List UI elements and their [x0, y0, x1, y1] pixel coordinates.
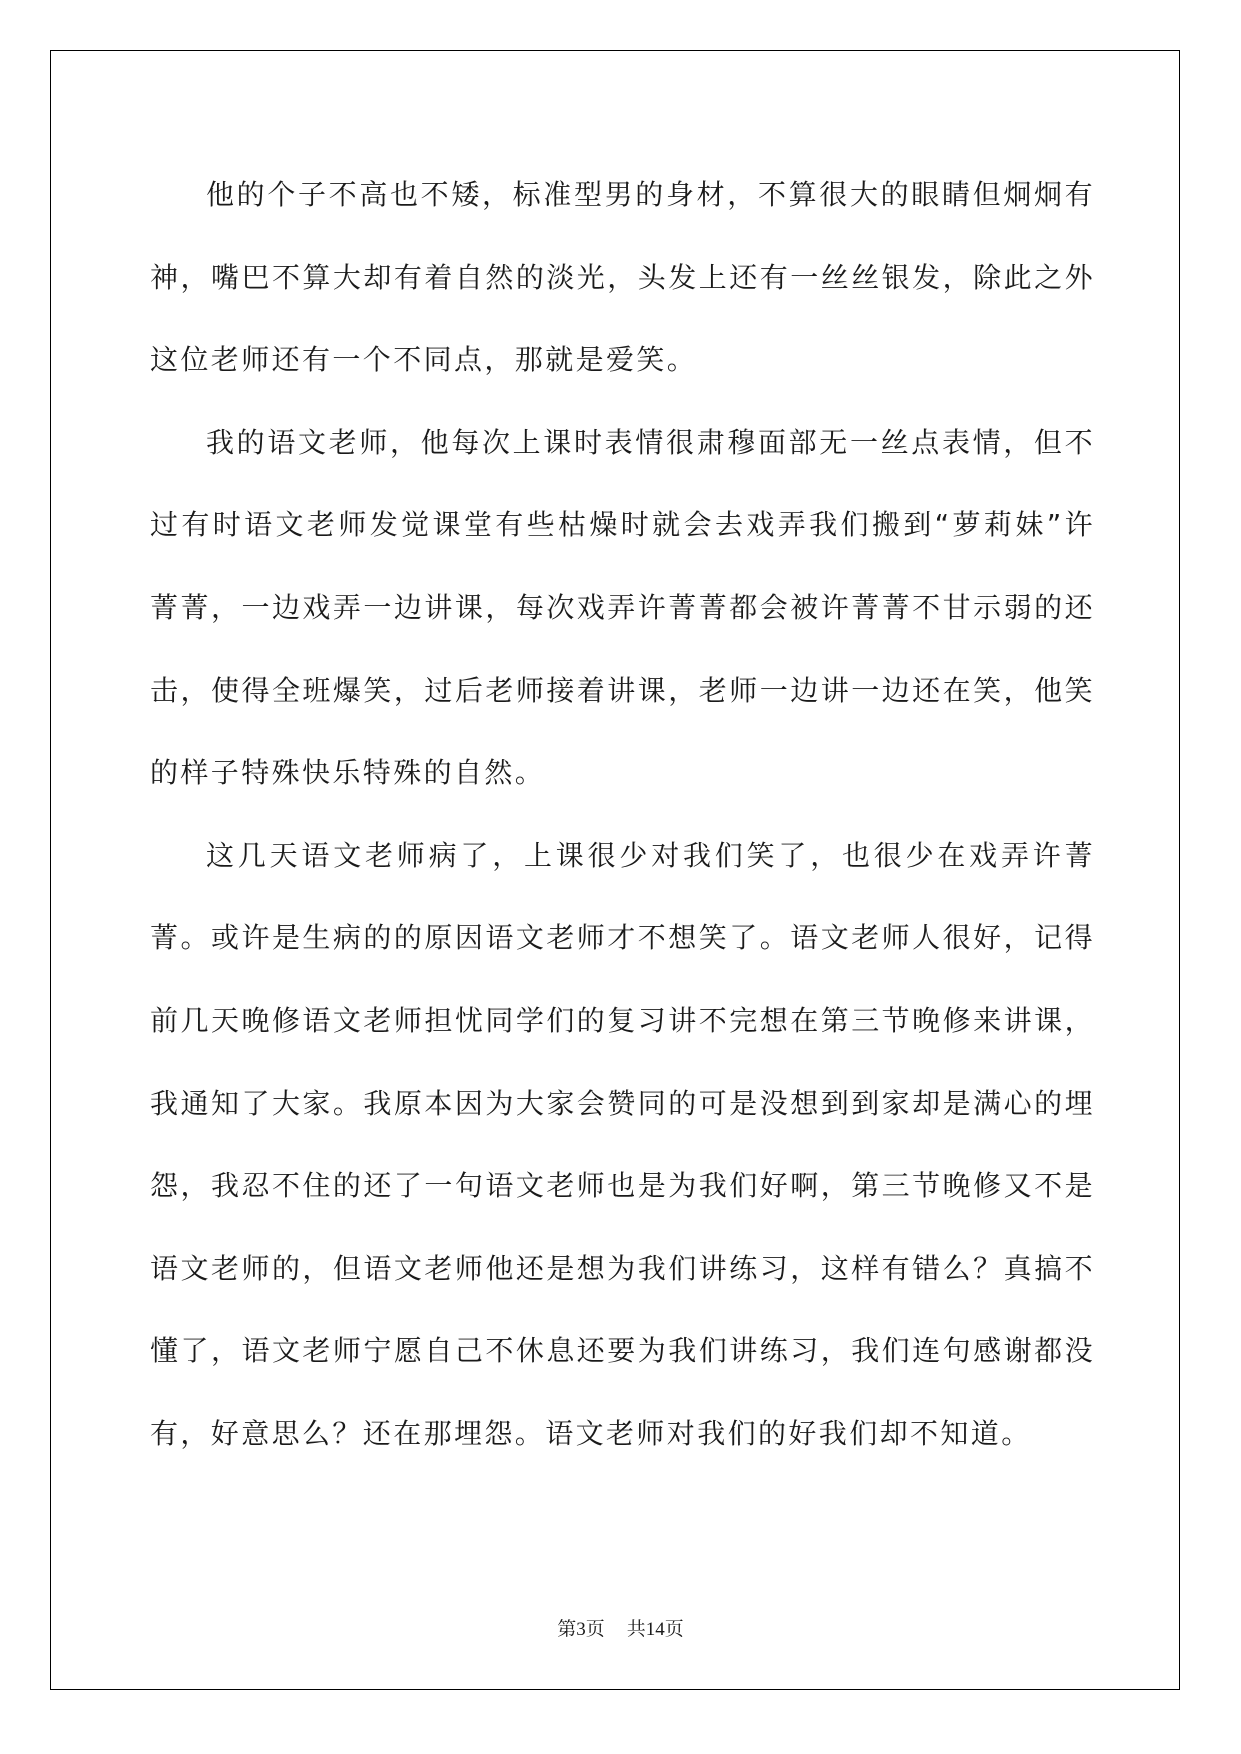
page-footer	[0, 1614, 1241, 1641]
paragraph-1: 他的个子不高也不矮，标准型男的身材，不算很大的眼睛但炯炯有神，嘴巴不算大却有着自然的淡光，头发上还有一丝丝银发，除此之外这位老师还有一个不同点，那就是爱笑。	[150, 178, 1095, 377]
paragraph-2: 我的语文老师，他每次上课时表情很肃穆面部无一丝点表情，但不过有时语文老师发觉课堂有些枯燥时就会去戏弄我们搬到“萝莉妹”许菁菁，一边戏弄一边讲课，每次戏弄许菁菁都会被许菁菁不甘示弱的还击，使得全班爆笑，过后老师接着讲课，老师一边讲一边还在笑，他笑的样子特殊快乐特殊的自然。	[150, 425, 1095, 790]
current-page-number: 第3页	[557, 1619, 605, 1640]
total-page-count: 共14页	[626, 1619, 684, 1640]
document-body	[150, 154, 1095, 1476]
paragraph-3: 这几天语文老师病了，上课很少对我们笑了，也很少在戏弄许菁菁。或许是生病的的原因语文老师才不想笑了。语文老师人很好，记得前几天晚修语文老师担忧同学们的复习讲不完想在第三节晚修来讲课，我通知了大家。我原本因为大家会赞同的可是没想到到家却是满心的埋怨，我忍不住的还了一句语文老师也是为我们好啊，第三节晚修又不是语文老师的，但语文老师他还是想为我们讲练习，这样有错么？真搞不懂了，语文老师宁愿自己不休息还要为我们讲练习，我们连句感谢都没有，好意思么？还在那埋怨。语文老师对我们的好我们却不知道。	[150, 838, 1095, 1450]
